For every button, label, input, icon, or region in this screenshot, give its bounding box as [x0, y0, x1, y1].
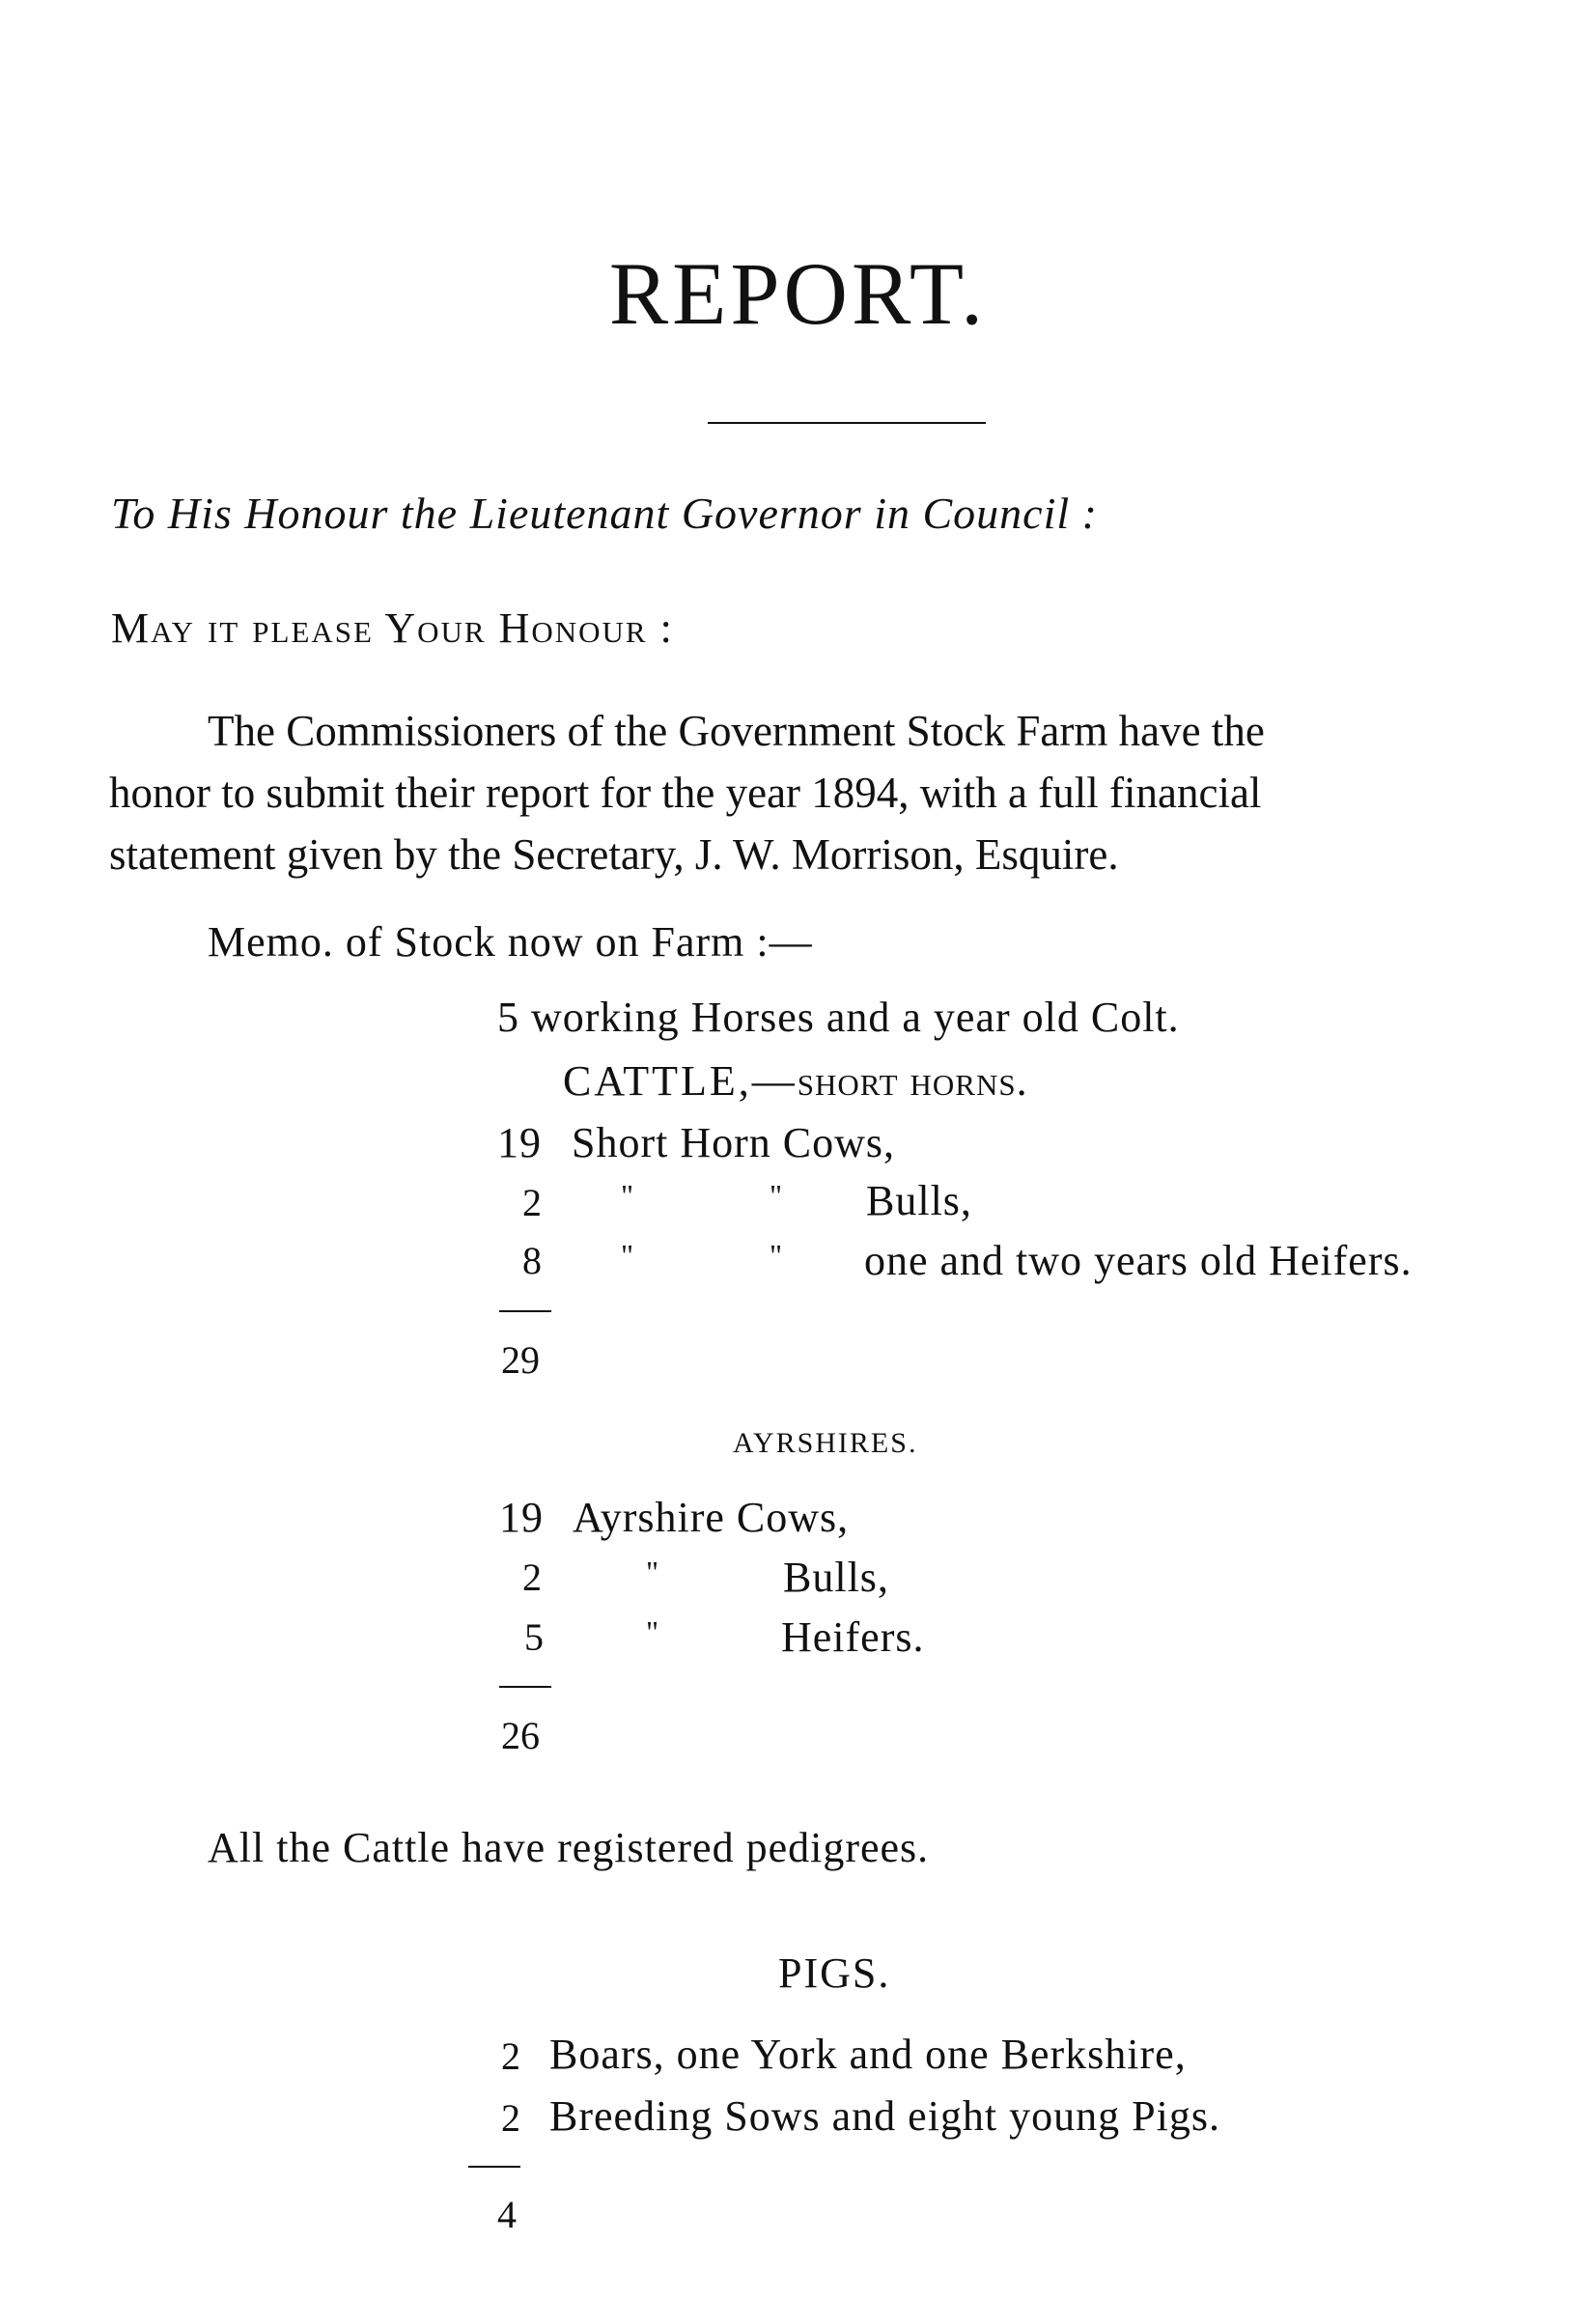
- paragraph-line: statement given by the Secretary, J. W. Morrison, Esquire.: [109, 830, 1119, 879]
- ditto-mark: ": [770, 1238, 783, 1273]
- ayrshire-text: Ayrshire Cows,: [573, 1494, 850, 1541]
- pig-count: 2: [501, 2096, 520, 2140]
- ayrshires-heading: AYRSHIRES.: [733, 1427, 918, 1459]
- ditto-mark: ": [621, 1238, 634, 1273]
- horses-line: 5 working Horses and a year old Colt.: [497, 994, 1180, 1041]
- short-horn-count: 8: [522, 1239, 542, 1282]
- pigs-total: 4: [497, 2193, 517, 2236]
- cattle-heading-main: CATTLE,—: [563, 1057, 798, 1105]
- ayrshire-text: Heifers.: [781, 1613, 925, 1661]
- short-horn-count: 19: [497, 1119, 542, 1166]
- cattle-heading: [563, 1056, 1028, 1106]
- sum-rule: [499, 1310, 551, 1312]
- ayrshire-count: 5: [524, 1615, 544, 1659]
- short-horn-count: 2: [522, 1181, 542, 1224]
- pigs-heading: PIGS.: [778, 1949, 891, 1997]
- short-horns-total: 29: [501, 1338, 540, 1382]
- ditto-mark: ": [621, 1178, 634, 1213]
- paragraph-line: The Commissioners of the Government Stock Farm have the: [208, 707, 1265, 755]
- cattle-heading-sub: short horns.: [797, 1057, 1028, 1105]
- memo-heading: Memo. of Stock now on Farm :—: [208, 918, 813, 966]
- short-horn-text: one and two years old Heifers.: [864, 1237, 1413, 1284]
- ditto-mark: ": [646, 1555, 659, 1589]
- pedigree-note: All the Cattle have registered pedigrees.: [208, 1824, 930, 1871]
- ayrshire-count: 2: [522, 1556, 542, 1599]
- pig-text: Breeding Sows and eight young Pigs.: [549, 2092, 1220, 2140]
- paragraph-line: honor to submit their report for the year 1894, with a full financial: [109, 769, 1262, 817]
- page-title: REPORT.: [608, 244, 988, 343]
- short-horn-text: Short Horn Cows,: [572, 1119, 896, 1166]
- ditto-mark: ": [770, 1178, 783, 1213]
- ayrshire-count: 19: [499, 1494, 544, 1541]
- pig-text: Boars, one York and one Berkshire,: [549, 2031, 1187, 2078]
- sum-rule: [499, 1686, 551, 1688]
- short-horn-text: Bulls,: [866, 1177, 972, 1224]
- sum-rule: [468, 2166, 520, 2168]
- report-paragraph: [109, 700, 1582, 885]
- pig-count: 2: [501, 2034, 520, 2078]
- title-divider: [708, 422, 986, 424]
- ditto-mark: ": [646, 1614, 659, 1649]
- address-line: To His Honour the Lieutenant Governor in Council :: [111, 489, 1098, 538]
- ayrshire-text: Bulls,: [783, 1554, 889, 1601]
- salutation: May it please Your Honour :: [111, 604, 674, 652]
- ayrshires-total: 26: [501, 1714, 540, 1757]
